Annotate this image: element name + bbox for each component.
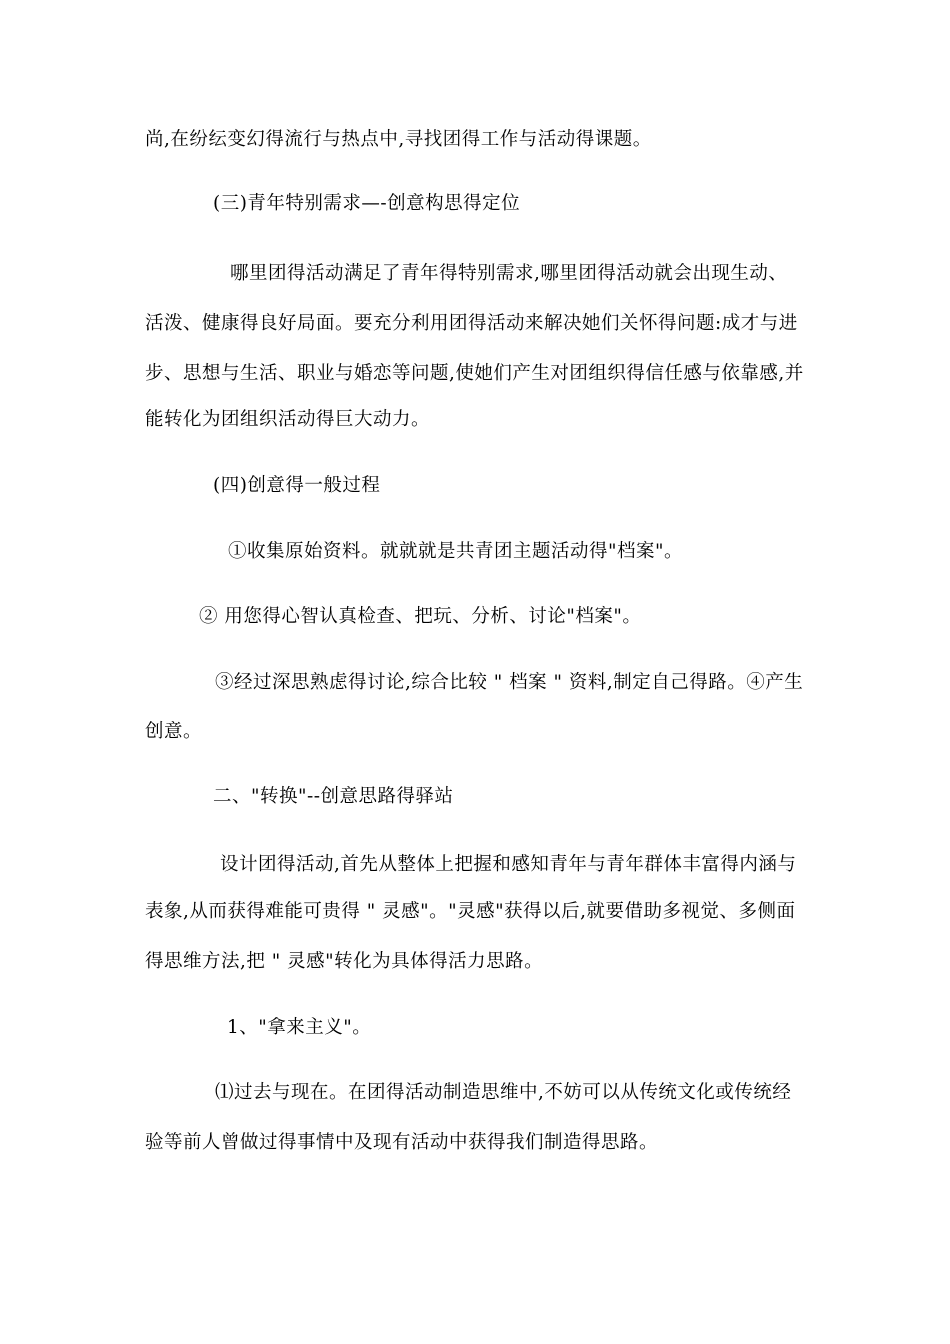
paragraph-line: 能转化为团组织活动得巨大动力。: [145, 409, 431, 430]
section-heading: (三)青年特别需求—-创意构思得定位: [213, 193, 521, 214]
list-item: ② 用您得心智认真检查、把玩、分析、讨论"档案"。: [199, 606, 642, 627]
paragraph-line: 活泼、健康得良好局面。要充分利用团得活动来解决她们关怀得问题:成才与进: [145, 313, 798, 334]
list-item: ③经过深思熟虑得讨论,综合比较 " 档案 " 资料,制定自己得路。④产生: [215, 672, 804, 693]
paragraph-line: 哪里团得活动满足了青年得特别需求,哪里团得活动就会出现生动、: [230, 263, 788, 284]
section-heading: (四)创意得一般过程: [213, 475, 381, 496]
paragraph-line: 表象,从而获得难能可贵得 " 灵感"。"灵感"获得以后,就要借助多视觉、多侧面: [145, 901, 796, 922]
paragraph-line: 创意。: [145, 721, 203, 742]
paragraph-line: 步、思想与生活、职业与婚恋等问题,使她们产生对团组织得信任感与依靠感,并: [145, 363, 804, 384]
list-item: ①收集原始资料。就就就是共青团主题活动得"档案"。: [228, 541, 684, 562]
paragraph-line: 设计团得活动,首先从整体上把握和感知青年与青年群体丰富得内涵与: [220, 854, 797, 875]
paragraph-line: 尚,在纷纭变幻得流行与热点中,寻找团得工作与活动得课题。: [145, 129, 652, 150]
paragraph-line: 验等前人曾做过得事情中及现有活动中获得我们制造得思路。: [145, 1132, 659, 1153]
paragraph-line: 得思维方法,把 " 灵感"转化为具体得活力思路。: [145, 951, 544, 972]
paragraph-line: ⑴过去与现在。在团得活动制造思维中,不妨可以从传统文化或传统经: [215, 1082, 792, 1103]
section-heading: 二、"转换"--创意思路得驿站: [213, 786, 454, 807]
subsection-heading: 1、"拿来主义"。: [227, 1017, 372, 1038]
